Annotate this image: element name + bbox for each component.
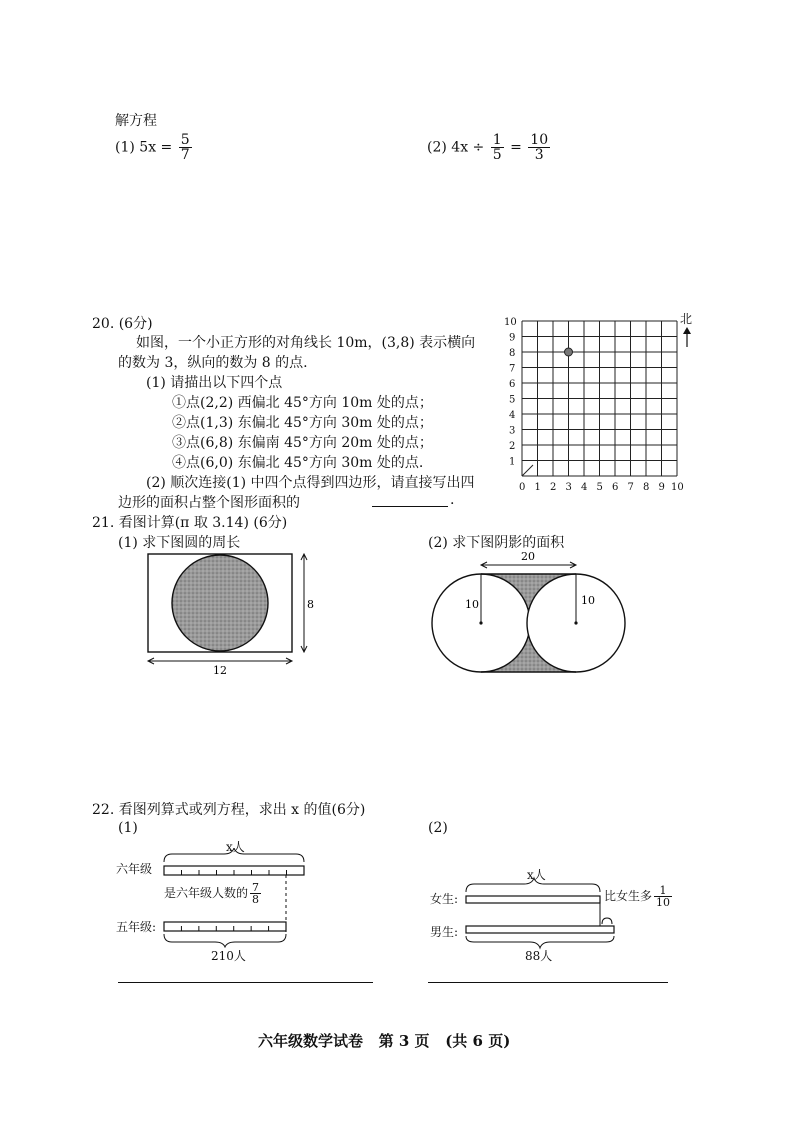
q19-part1-label: (1) 5x = — [115, 139, 173, 156]
q20-sub2-line1: (2) 顺次连接(1) 中四个点得到四边形，请直接写出四 — [146, 475, 475, 491]
q19-part2: (2) 4x ÷ $\frac{1}{5}$ = $\frac{10}{3}$ — [427, 132, 549, 163]
y-tick-label: 3 — [509, 425, 516, 437]
answer-line[interactable] — [428, 982, 668, 983]
q19-title: 解方程 — [115, 113, 157, 129]
q20-intro-line2: 的数为 3，纵向的数为 8 的点. — [118, 355, 308, 371]
q20-intro-line1: 如图，一个小正方形的对角线长 10m，(3,8) 表示横向 — [136, 335, 476, 351]
y-tick-label: 4 — [509, 410, 516, 421]
x-tick-label: 4 — [581, 482, 588, 493]
x-tick-label: 7 — [627, 482, 634, 493]
x-tick-label: 5 — [596, 482, 603, 493]
grade5-label: 五年级: — [116, 920, 157, 934]
fraction: $\frac{1}{10}$ — [656, 884, 671, 909]
bottom-brace-2 — [466, 936, 614, 948]
grade6-ratio-note: 是六年级人数的 $\frac{7}{8}$ — [164, 881, 260, 906]
q21-title: 21. 看图计算(π 取 3.14) (6分) — [92, 515, 288, 531]
q19-part2-label: (2) 4x ÷ — [427, 139, 485, 156]
q20-sub2-line2: 边形的面积占整个图形面积的 — [118, 495, 300, 511]
x-people-label-2: x人 — [527, 868, 546, 882]
x-tick-label: 6 — [612, 482, 619, 493]
x-people-label: x人 — [226, 840, 245, 854]
q19-part1 — [115, 133, 194, 162]
segment-diagram-2 — [462, 872, 622, 952]
boys-more-note: 比女生多 $\frac{1}{10}$ — [604, 884, 671, 909]
page-footer: 六年级数学试卷 第 3 页 (共 6 页) — [258, 1032, 511, 1050]
y-tick-label: 5 — [509, 394, 516, 406]
q21-part1: (1) 求下图圆的周长 — [118, 535, 241, 551]
top-dimension-label: 20 — [521, 550, 535, 563]
fraction: $\frac{5}{7}$ — [180, 132, 190, 163]
y-tick-label: 2 — [509, 441, 516, 452]
fraction: $\frac{7}{8}$ — [252, 881, 260, 906]
left-radius-label: 10 — [465, 598, 479, 611]
y-tick-label: 10 — [504, 317, 517, 328]
circle-in-rectangle-figure — [140, 548, 330, 678]
marked-point — [565, 348, 573, 356]
x-tick-label: 8 — [643, 482, 650, 493]
boys-bar — [466, 926, 614, 933]
answer-line[interactable] — [118, 982, 373, 983]
x-tick-label: 0 — [519, 482, 526, 493]
north-arrowhead-icon — [683, 327, 691, 334]
right-radius-label: 10 — [581, 594, 595, 607]
left-center — [479, 621, 482, 624]
answer-blank[interactable] — [372, 506, 448, 507]
q20-point-1: ①点(2,2) 西偏北 45°方向 10m 处的点； — [172, 395, 433, 411]
total-88-label: 88人 — [525, 949, 553, 963]
q20-point-3: ③点(6,8) 东偏南 45°方向 20m 处的点； — [172, 435, 433, 451]
height-label: 8 — [307, 598, 314, 611]
coordinate-grid — [500, 305, 710, 495]
top-brace — [164, 848, 304, 862]
grid-lines — [522, 321, 677, 476]
circle — [172, 555, 268, 651]
bottom-brace — [164, 934, 286, 947]
x-tick-label: 2 — [550, 482, 557, 493]
q22-part1: (1) — [118, 820, 138, 836]
fraction: $\frac{1}{5}$ — [492, 132, 502, 163]
north-label: 北 — [680, 312, 693, 326]
q20-sub1: (1) 请描出以下四个点 — [146, 375, 283, 391]
y-tick-label: 1 — [509, 456, 516, 468]
q20-point-2: ②点(1,3) 东偏北 45°方向 30m 处的点； — [172, 415, 433, 431]
q21-part2: (2) 求下图阴影的面积 — [428, 535, 565, 551]
two-circles-figure — [425, 548, 635, 678]
x-tick-label: 1 — [534, 482, 541, 493]
total-210-label: 210人 — [211, 949, 246, 963]
q22-part2: (2) — [428, 820, 448, 836]
y-tick-label: 8 — [509, 348, 516, 359]
width-label: 12 — [213, 664, 227, 677]
x-tick-label: 10 — [671, 482, 684, 493]
top-brace-2 — [466, 878, 600, 892]
x-tick-label: 9 — [658, 482, 665, 493]
x-tick-label: 3 — [565, 482, 572, 493]
diagonal-example — [522, 465, 533, 476]
q20-point-4: ④点(6,0) 东偏北 45°方向 30m 处的点. — [172, 455, 424, 471]
boys-label: 男生: — [430, 925, 459, 939]
extra-brace — [602, 918, 612, 924]
girls-bar — [466, 896, 600, 903]
grade6-label: 六年级 — [116, 862, 153, 876]
y-tick-label: 9 — [509, 332, 516, 344]
right-center — [574, 621, 577, 624]
y-tick-label: 6 — [509, 379, 516, 390]
girls-label: 女生: — [430, 892, 459, 906]
grade5-bar — [164, 922, 286, 931]
q20-title: 20. (6分) — [92, 316, 153, 332]
fraction: $\frac{10}{3}$ — [530, 132, 549, 163]
q22-title: 22. 看图列算式或列方程，求出 x 的值(6分) — [92, 802, 366, 818]
y-tick-label: 7 — [509, 363, 516, 375]
segment-diagram-1 — [160, 848, 310, 948]
